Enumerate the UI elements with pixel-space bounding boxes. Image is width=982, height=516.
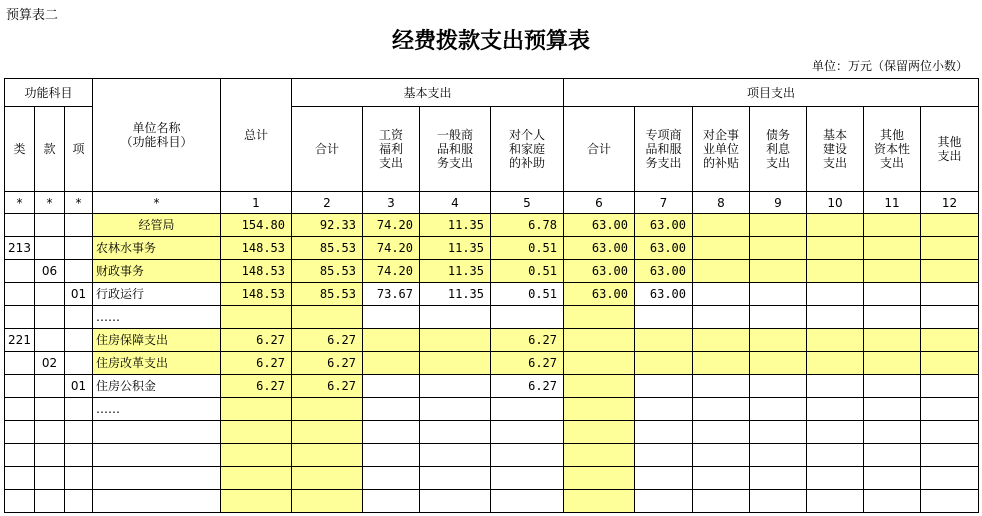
cell-value	[807, 306, 864, 329]
table-row	[5, 375, 979, 398]
cell-value	[921, 237, 979, 260]
cell-value	[750, 444, 807, 467]
cell-value	[635, 467, 693, 490]
cell-value: 0.51	[491, 237, 564, 260]
cell-value	[921, 352, 979, 375]
table-row	[5, 490, 979, 513]
cell-xiang	[65, 421, 93, 444]
cell-xiang: 01	[65, 375, 93, 398]
index-cell: 1	[221, 192, 292, 214]
cell-value	[921, 490, 979, 513]
cell-value: 63.00	[635, 283, 693, 306]
cell-value	[693, 467, 750, 490]
cell-value	[221, 467, 292, 490]
header-project-capital: 其他 资本性 支出	[864, 107, 921, 192]
cell-value	[693, 398, 750, 421]
cell-value	[635, 444, 693, 467]
cell-value	[420, 398, 491, 421]
cell-value	[635, 375, 693, 398]
table-row	[5, 444, 979, 467]
cell-unit-name	[93, 490, 221, 513]
cell-value	[750, 260, 807, 283]
cell-value	[864, 352, 921, 375]
cell-value: 148.53	[221, 237, 292, 260]
header-project-enterprise: 对企事 业单位 的补贴	[693, 107, 750, 192]
corner-label: 预算表二	[6, 8, 59, 23]
cell-value	[635, 329, 693, 352]
cell-value: 11.35	[420, 237, 491, 260]
cell-value	[363, 444, 420, 467]
table-row	[5, 283, 979, 306]
cell-value: 63.00	[564, 283, 635, 306]
index-cell: 6	[564, 192, 635, 214]
cell-xiang	[65, 352, 93, 375]
header-project-total: 合计	[564, 107, 635, 192]
cell-value	[693, 214, 750, 237]
cell-value	[750, 306, 807, 329]
cell-kuan	[35, 398, 65, 421]
cell-value: 63.00	[635, 214, 693, 237]
cell-value: 6.27	[491, 375, 564, 398]
cell-value	[491, 306, 564, 329]
cell-unit-name: ……	[93, 398, 221, 421]
cell-lei	[5, 283, 35, 306]
cell-value	[750, 329, 807, 352]
cell-value	[807, 375, 864, 398]
cell-kuan	[35, 444, 65, 467]
cell-value: 63.00	[564, 237, 635, 260]
cell-kuan	[35, 283, 65, 306]
cell-value	[921, 444, 979, 467]
budget-table	[4, 78, 979, 513]
cell-value: 6.27	[221, 375, 292, 398]
cell-value	[864, 490, 921, 513]
cell-lei	[5, 444, 35, 467]
cell-value	[635, 490, 693, 513]
cell-value	[693, 306, 750, 329]
cell-lei	[5, 398, 35, 421]
header-func-subject: 功能科目	[5, 79, 93, 107]
cell-value	[864, 214, 921, 237]
table-row	[5, 467, 979, 490]
index-cell: *	[35, 192, 65, 214]
cell-value	[221, 398, 292, 421]
cell-value	[750, 467, 807, 490]
cell-value	[864, 444, 921, 467]
cell-value	[693, 329, 750, 352]
cell-value	[864, 237, 921, 260]
cell-value	[564, 306, 635, 329]
cell-value	[921, 375, 979, 398]
cell-value	[864, 421, 921, 444]
index-cell: *	[5, 192, 35, 214]
cell-value	[363, 398, 420, 421]
header-basic-personal: 对个人 和家庭 的补助	[491, 107, 564, 192]
cell-value: 74.20	[363, 237, 420, 260]
cell-kuan: 02	[35, 352, 65, 375]
cell-value	[564, 444, 635, 467]
cell-unit-name	[93, 444, 221, 467]
cell-unit-name	[93, 421, 221, 444]
cell-value	[807, 421, 864, 444]
cell-unit-name: 经管局	[93, 214, 221, 237]
cell-value	[221, 421, 292, 444]
cell-value	[292, 490, 363, 513]
cell-xiang	[65, 467, 93, 490]
cell-value	[292, 467, 363, 490]
cell-value	[363, 467, 420, 490]
cell-value	[864, 467, 921, 490]
cell-lei: 221	[5, 329, 35, 352]
cell-value	[363, 421, 420, 444]
cell-value	[491, 398, 564, 421]
cell-kuan	[35, 329, 65, 352]
cell-value	[750, 352, 807, 375]
cell-xiang: 01	[65, 283, 93, 306]
cell-value: 85.53	[292, 283, 363, 306]
cell-value	[420, 375, 491, 398]
index-row	[5, 192, 979, 214]
cell-value	[807, 237, 864, 260]
cell-value	[693, 283, 750, 306]
index-cell: *	[93, 192, 221, 214]
cell-value	[921, 329, 979, 352]
cell-value	[750, 237, 807, 260]
cell-value	[420, 306, 491, 329]
cell-value	[420, 421, 491, 444]
cell-value	[864, 398, 921, 421]
cell-unit-name: 财政事务	[93, 260, 221, 283]
cell-value: 11.35	[420, 260, 491, 283]
cell-unit-name: 住房改革支出	[93, 352, 221, 375]
cell-value	[420, 329, 491, 352]
cell-value	[491, 467, 564, 490]
cell-xiang	[65, 306, 93, 329]
cell-kuan	[35, 467, 65, 490]
cell-value: 154.80	[221, 214, 292, 237]
cell-xiang	[65, 237, 93, 260]
cell-value	[807, 260, 864, 283]
cell-value: 6.27	[491, 352, 564, 375]
cell-value	[420, 467, 491, 490]
cell-lei	[5, 306, 35, 329]
cell-kuan: 06	[35, 260, 65, 283]
header-total: 总计	[221, 79, 292, 192]
header-project-debt: 债务 利息 支出	[750, 107, 807, 192]
cell-unit-name: 行政运行	[93, 283, 221, 306]
index-cell: 5	[491, 192, 564, 214]
cell-lei: 213	[5, 237, 35, 260]
index-cell: 4	[420, 192, 491, 214]
header-unit-name: 单位名称 （功能科目）	[93, 79, 221, 192]
cell-lei	[5, 260, 35, 283]
cell-value: 6.27	[491, 329, 564, 352]
header-project-infra: 基本 建设 支出	[807, 107, 864, 192]
cell-value	[921, 306, 979, 329]
cell-kuan	[35, 490, 65, 513]
cell-value	[564, 490, 635, 513]
cell-kuan	[35, 214, 65, 237]
index-cell: 8	[693, 192, 750, 214]
cell-value	[693, 444, 750, 467]
cell-value	[864, 329, 921, 352]
cell-value	[363, 375, 420, 398]
cell-lei	[5, 375, 35, 398]
cell-value	[807, 329, 864, 352]
index-cell: 3	[363, 192, 420, 214]
cell-value	[864, 375, 921, 398]
cell-xiang	[65, 490, 93, 513]
cell-value	[921, 467, 979, 490]
cell-value: 74.20	[363, 260, 420, 283]
cell-unit-name: ……	[93, 306, 221, 329]
cell-value	[750, 490, 807, 513]
cell-value	[864, 260, 921, 283]
header-basic-wage: 工资 福利 支出	[363, 107, 420, 192]
cell-lei	[5, 421, 35, 444]
cell-value	[564, 375, 635, 398]
cell-unit-name: 住房公积金	[93, 375, 221, 398]
cell-value	[807, 214, 864, 237]
cell-value: 85.53	[292, 237, 363, 260]
cell-value	[363, 306, 420, 329]
cell-value	[635, 398, 693, 421]
cell-value: 6.27	[292, 329, 363, 352]
cell-value	[564, 467, 635, 490]
header-lei: 类	[5, 107, 35, 192]
header-basic: 基本支出	[292, 79, 564, 107]
cell-value: 6.78	[491, 214, 564, 237]
index-cell: 7	[635, 192, 693, 214]
cell-value	[564, 329, 635, 352]
cell-value: 63.00	[635, 260, 693, 283]
cell-lei	[5, 214, 35, 237]
cell-xiang	[65, 398, 93, 421]
cell-xiang	[65, 260, 93, 283]
cell-value: 74.20	[363, 214, 420, 237]
cell-value	[635, 352, 693, 375]
cell-value	[420, 352, 491, 375]
cell-value	[921, 214, 979, 237]
cell-value: 148.53	[221, 283, 292, 306]
cell-unit-name: 住房保障支出	[93, 329, 221, 352]
cell-value: 0.51	[491, 283, 564, 306]
header-xiang: 项	[65, 107, 93, 192]
table-row	[5, 306, 979, 329]
header-project-other: 其他 支出	[921, 107, 979, 192]
cell-value	[564, 352, 635, 375]
cell-value	[807, 398, 864, 421]
cell-value	[807, 352, 864, 375]
cell-value	[750, 375, 807, 398]
cell-kuan	[35, 421, 65, 444]
cell-value: 6.27	[292, 375, 363, 398]
table-row	[5, 398, 979, 421]
cell-value	[292, 421, 363, 444]
header-project-special: 专项商 品和服 务支出	[635, 107, 693, 192]
table-row	[5, 329, 979, 352]
cell-lei	[5, 467, 35, 490]
cell-value	[420, 444, 491, 467]
cell-lei	[5, 352, 35, 375]
cell-value	[363, 329, 420, 352]
cell-value	[807, 490, 864, 513]
cell-value	[363, 490, 420, 513]
cell-value	[807, 283, 864, 306]
index-cell: *	[65, 192, 93, 214]
cell-value	[221, 306, 292, 329]
cell-value: 11.35	[420, 214, 491, 237]
index-cell: 9	[750, 192, 807, 214]
header-kuan: 款	[35, 107, 65, 192]
header-basic-total: 合计	[292, 107, 363, 192]
table-row	[5, 237, 979, 260]
table-row	[5, 421, 979, 444]
cell-value	[363, 352, 420, 375]
cell-value: 85.53	[292, 260, 363, 283]
cell-value	[221, 444, 292, 467]
cell-unit-name	[93, 467, 221, 490]
cell-value	[807, 467, 864, 490]
cell-value	[491, 444, 564, 467]
cell-value	[921, 398, 979, 421]
index-cell: 12	[921, 192, 979, 214]
cell-value	[921, 260, 979, 283]
cell-value	[693, 352, 750, 375]
cell-value	[491, 490, 564, 513]
cell-value	[693, 237, 750, 260]
cell-value	[635, 421, 693, 444]
table-row	[5, 352, 979, 375]
cell-value: 6.27	[221, 352, 292, 375]
index-cell: 11	[864, 192, 921, 214]
cell-value: 6.27	[221, 329, 292, 352]
cell-value	[420, 490, 491, 513]
table-row	[5, 214, 979, 237]
cell-xiang	[65, 444, 93, 467]
cell-value: 63.00	[635, 237, 693, 260]
cell-value: 63.00	[564, 260, 635, 283]
cell-value	[292, 306, 363, 329]
cell-value	[750, 421, 807, 444]
cell-value	[864, 306, 921, 329]
cell-value	[807, 444, 864, 467]
cell-value	[693, 421, 750, 444]
cell-kuan	[35, 306, 65, 329]
cell-value	[564, 421, 635, 444]
cell-value	[491, 421, 564, 444]
cell-value	[693, 260, 750, 283]
cell-kuan	[35, 237, 65, 260]
cell-value	[750, 283, 807, 306]
cell-value	[564, 398, 635, 421]
cell-unit-name: 农林水事务	[93, 237, 221, 260]
header-project: 项目支出	[564, 79, 979, 107]
cell-value	[693, 375, 750, 398]
cell-kuan	[35, 375, 65, 398]
cell-value	[750, 398, 807, 421]
cell-value	[292, 444, 363, 467]
table-row	[5, 260, 979, 283]
cell-value	[221, 490, 292, 513]
cell-value	[693, 490, 750, 513]
index-cell: 10	[807, 192, 864, 214]
cell-value: 63.00	[564, 214, 635, 237]
cell-value	[921, 421, 979, 444]
cell-value	[864, 283, 921, 306]
cell-value	[750, 214, 807, 237]
header-basic-goods: 一般商 品和服 务支出	[420, 107, 491, 192]
cell-value: 92.33	[292, 214, 363, 237]
cell-xiang	[65, 214, 93, 237]
cell-value: 0.51	[491, 260, 564, 283]
cell-xiang	[65, 329, 93, 352]
cell-value	[292, 398, 363, 421]
cell-value: 148.53	[221, 260, 292, 283]
table-title: 经费拨款支出预算表	[391, 28, 590, 54]
cell-value: 73.67	[363, 283, 420, 306]
index-cell: 2	[292, 192, 363, 214]
cell-value: 11.35	[420, 283, 491, 306]
cell-value	[635, 306, 693, 329]
cell-value: 6.27	[292, 352, 363, 375]
cell-value	[921, 283, 979, 306]
unit-note: 单位：万元（保留两位小数）	[811, 59, 968, 73]
cell-lei	[5, 490, 35, 513]
